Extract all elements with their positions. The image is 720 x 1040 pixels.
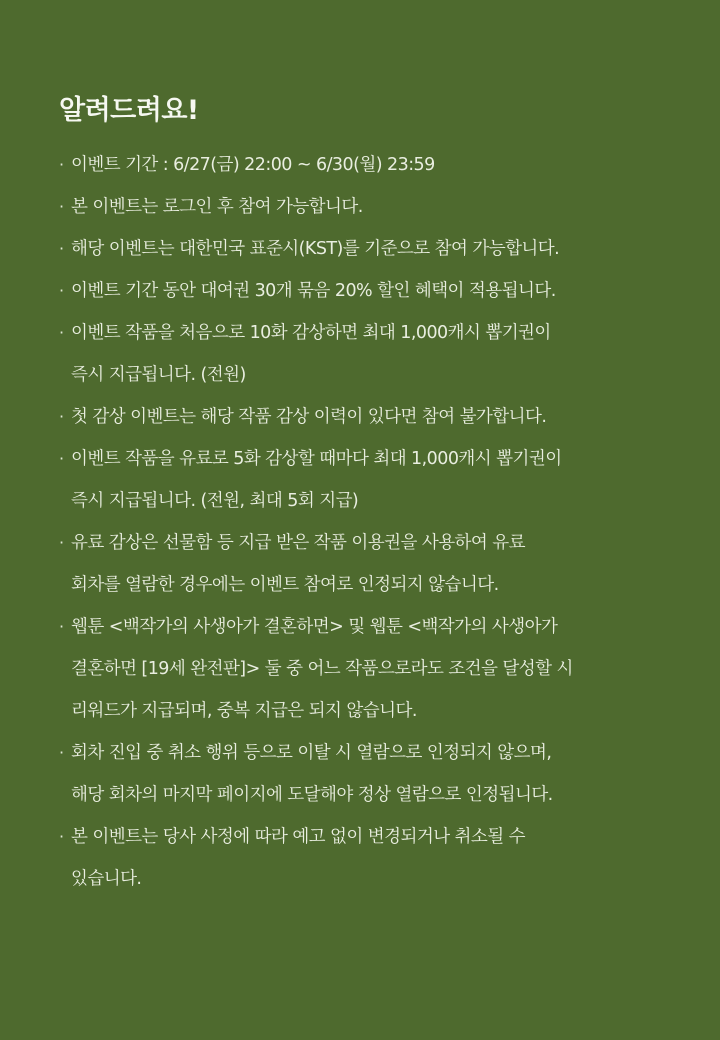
bullet-dot: · [59, 281, 65, 300]
notice-text: 해당 회차의 마지막 페이지에 도달해야 정상 열람으로 인정됩니다. [71, 785, 553, 805]
notice-text: 회차를 열람한 경우에는 이벤트 참여로 인정되지 않습니다. [71, 575, 499, 595]
bullet-dot: · [59, 449, 65, 468]
notice-text: 이벤트 기간 : 6/27(금) 22:00 ~ 6/30(월) 23:59 [71, 155, 435, 175]
notice-text: 이벤트 작품을 유료로 5화 감상할 때마다 최대 1,000캐시 뽑기권이 [71, 449, 562, 469]
notice-list [59, 151, 669, 893]
notice-text: 있습니다. [71, 869, 142, 889]
list-item [59, 739, 669, 809]
bullet-dot: · [59, 197, 65, 216]
list-item [59, 529, 669, 599]
notice-text: 이벤트 작품을 처음으로 10화 감상하면 최대 1,000캐시 뽑기권이 [71, 323, 551, 343]
notice-text: 즉시 지급됩니다. (전원, 최대 5회 지급) [71, 491, 359, 511]
notice-text: 본 이벤트는 당사 사정에 따라 예고 없이 변경되거나 취소될 수 [71, 827, 525, 847]
list-item [59, 403, 669, 431]
bullet-dot: · [59, 407, 65, 426]
bullet-dot: · [59, 827, 65, 846]
bullet-dot: · [59, 155, 65, 174]
bullet-dot: · [59, 239, 65, 258]
list-item [59, 277, 669, 305]
notice-text: 웹툰 <백작가의 사생아가 결혼하면> 및 웹툰 <백작가의 사생아가 [71, 617, 558, 637]
notice-text: 첫 감상 이벤트는 해당 작품 감상 이력이 있다면 참여 불가합니다. [71, 407, 547, 427]
list-item [59, 235, 669, 263]
notice-text: 본 이벤트는 로그인 후 참여 가능합니다. [71, 197, 363, 217]
list-item [59, 151, 669, 179]
notice-text: 이벤트 기간 동안 대여권 30개 묶음 20% 할인 혜택이 적용됩니다. [71, 281, 556, 301]
list-item [59, 319, 669, 389]
bullet-dot: · [59, 617, 65, 636]
notice-section [59, 93, 669, 907]
notice-text: 해당 이벤트는 대한민국 표준시(KST)를 기준으로 참여 가능합니다. [71, 239, 560, 259]
notice-text: 즉시 지급됩니다. (전원) [71, 365, 246, 385]
notice-text: 리워드가 지급되며, 중복 지급은 되지 않습니다. [71, 701, 417, 721]
bullet-dot: · [59, 323, 65, 342]
notice-text: 결혼하면 [19세 완전판]> 둘 중 어느 작품으로라도 조건을 달성할 시 [71, 659, 573, 679]
notice-text: 회차 진입 중 취소 행위 등으로 이탈 시 열람으로 인정되지 않으며, [71, 743, 552, 763]
list-item [59, 613, 669, 725]
bullet-dot: · [59, 533, 65, 552]
bullet-dot: · [59, 743, 65, 762]
notice-text: 유료 감상은 선물함 등 지급 받은 작품 이용권을 사용하여 유료 [71, 533, 525, 553]
notice-title: 알려드려요! [59, 95, 199, 126]
list-item [59, 823, 669, 893]
list-item [59, 193, 669, 221]
list-item [59, 445, 669, 515]
